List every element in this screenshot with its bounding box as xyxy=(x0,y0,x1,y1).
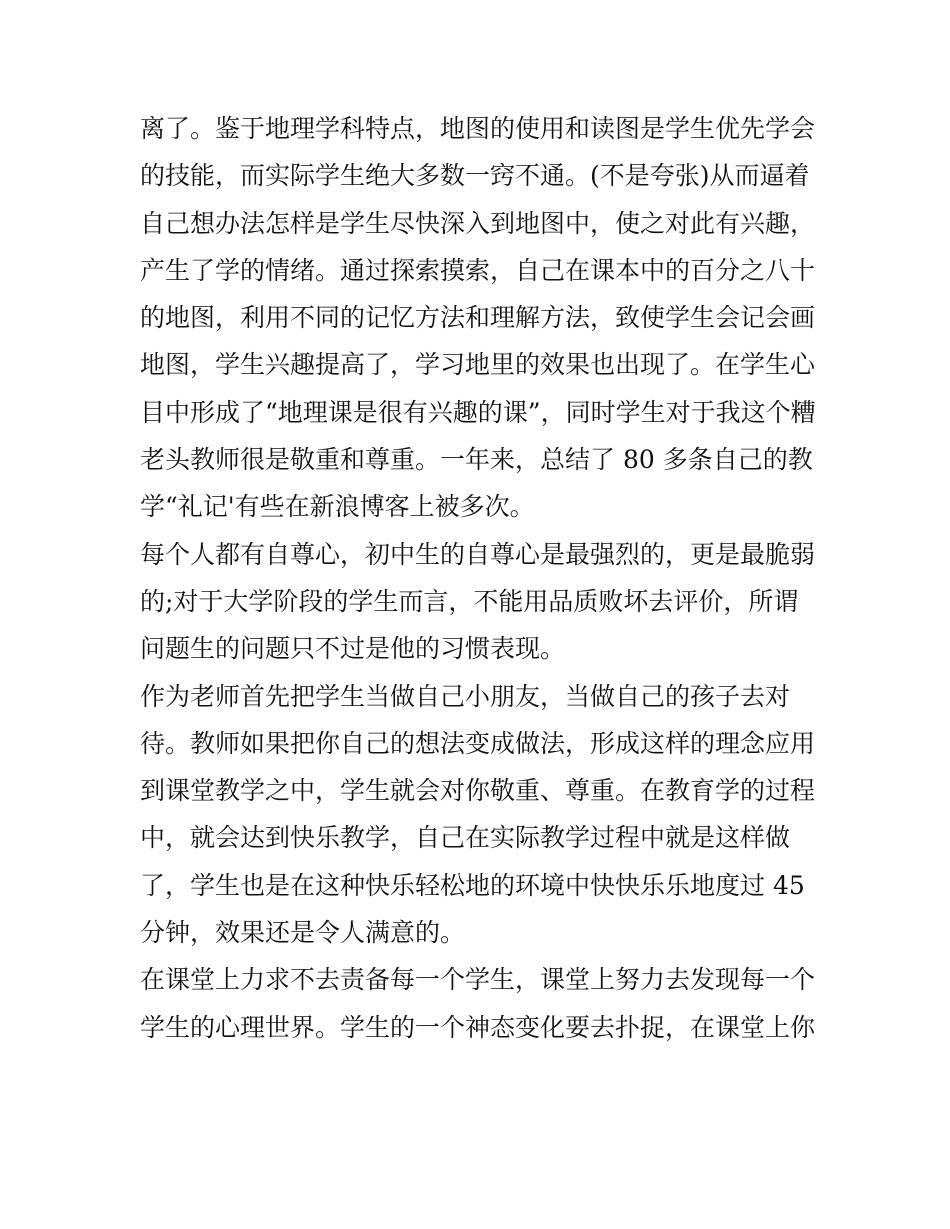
text-line: 的技能，而实际学生绝大多数一窍不通。(不是夸张)从而逼着 xyxy=(140,161,810,191)
paragraph-3 xyxy=(140,673,820,957)
text-line: 地图，学生兴趣提高了，学习地里的效果也出现了。在学生心 xyxy=(140,350,816,380)
text-line: 待。教师如果把你自己的想法变成做法，形成这样的理念应用 xyxy=(140,728,816,758)
text-line: 产生了学的情绪。通过探索摸索，自己在课本中的百分之八十 xyxy=(140,255,816,285)
body-text xyxy=(140,105,820,1051)
text-line: 自己想办法怎样是学生尽快深入到地图中，使之对此有兴趣， xyxy=(140,208,816,238)
text-line: 学生的心理世界。学生的一个神态变化要去扑捉，在课堂上你 xyxy=(140,1012,816,1042)
paragraph-2 xyxy=(140,531,820,673)
text-line: 到课堂教学之中，学生就会对你敬重、尊重。在教育学的过程 xyxy=(140,776,816,806)
text-line: 在课堂上力求不去责备每一个学生，课堂上努力去发现每一个 xyxy=(140,965,816,995)
text-line: 老头教师很是敬重和尊重。一年来，总结了 80 多条自己的教 xyxy=(140,445,813,475)
text-line: 的;对于大学阶段的学生而言，不能用品质败坏去评价，所谓 xyxy=(140,586,799,616)
text-line: 作为老师首先把学生当做自己小朋友，当做自己的孩子去对 xyxy=(140,681,791,711)
text-line: 目中形成了“地理课是很有兴趣的课”，同时学生对于我这个糟 xyxy=(140,397,816,427)
paragraph-4 xyxy=(140,956,820,1051)
paragraph-1 xyxy=(140,105,820,531)
text-line: 分钟，效果还是令人满意的。 xyxy=(140,918,466,948)
text-line: 学“礼记'有些在新浪博客上被多次。 xyxy=(140,492,535,522)
text-line: 中，就会达到快乐教学，自己在实际教学过程中就是这样做 xyxy=(140,823,791,853)
text-line: 问题生的问题只不过是他的习惯表现。 xyxy=(140,634,566,664)
text-line: 离了。鉴于地理学科特点，地图的使用和读图是学生优先学会 xyxy=(140,114,816,143)
text-line: 每个人都有自尊心，初中生的自尊心是最强烈的，更是最脆弱 xyxy=(140,539,816,569)
text-line: 了，学生也是在这种快乐轻松地的环境中快快乐乐地度过 45 xyxy=(140,870,805,900)
text-line: 的地图，利用不同的记忆方法和理解方法，致使学生会记会画 xyxy=(140,303,816,333)
